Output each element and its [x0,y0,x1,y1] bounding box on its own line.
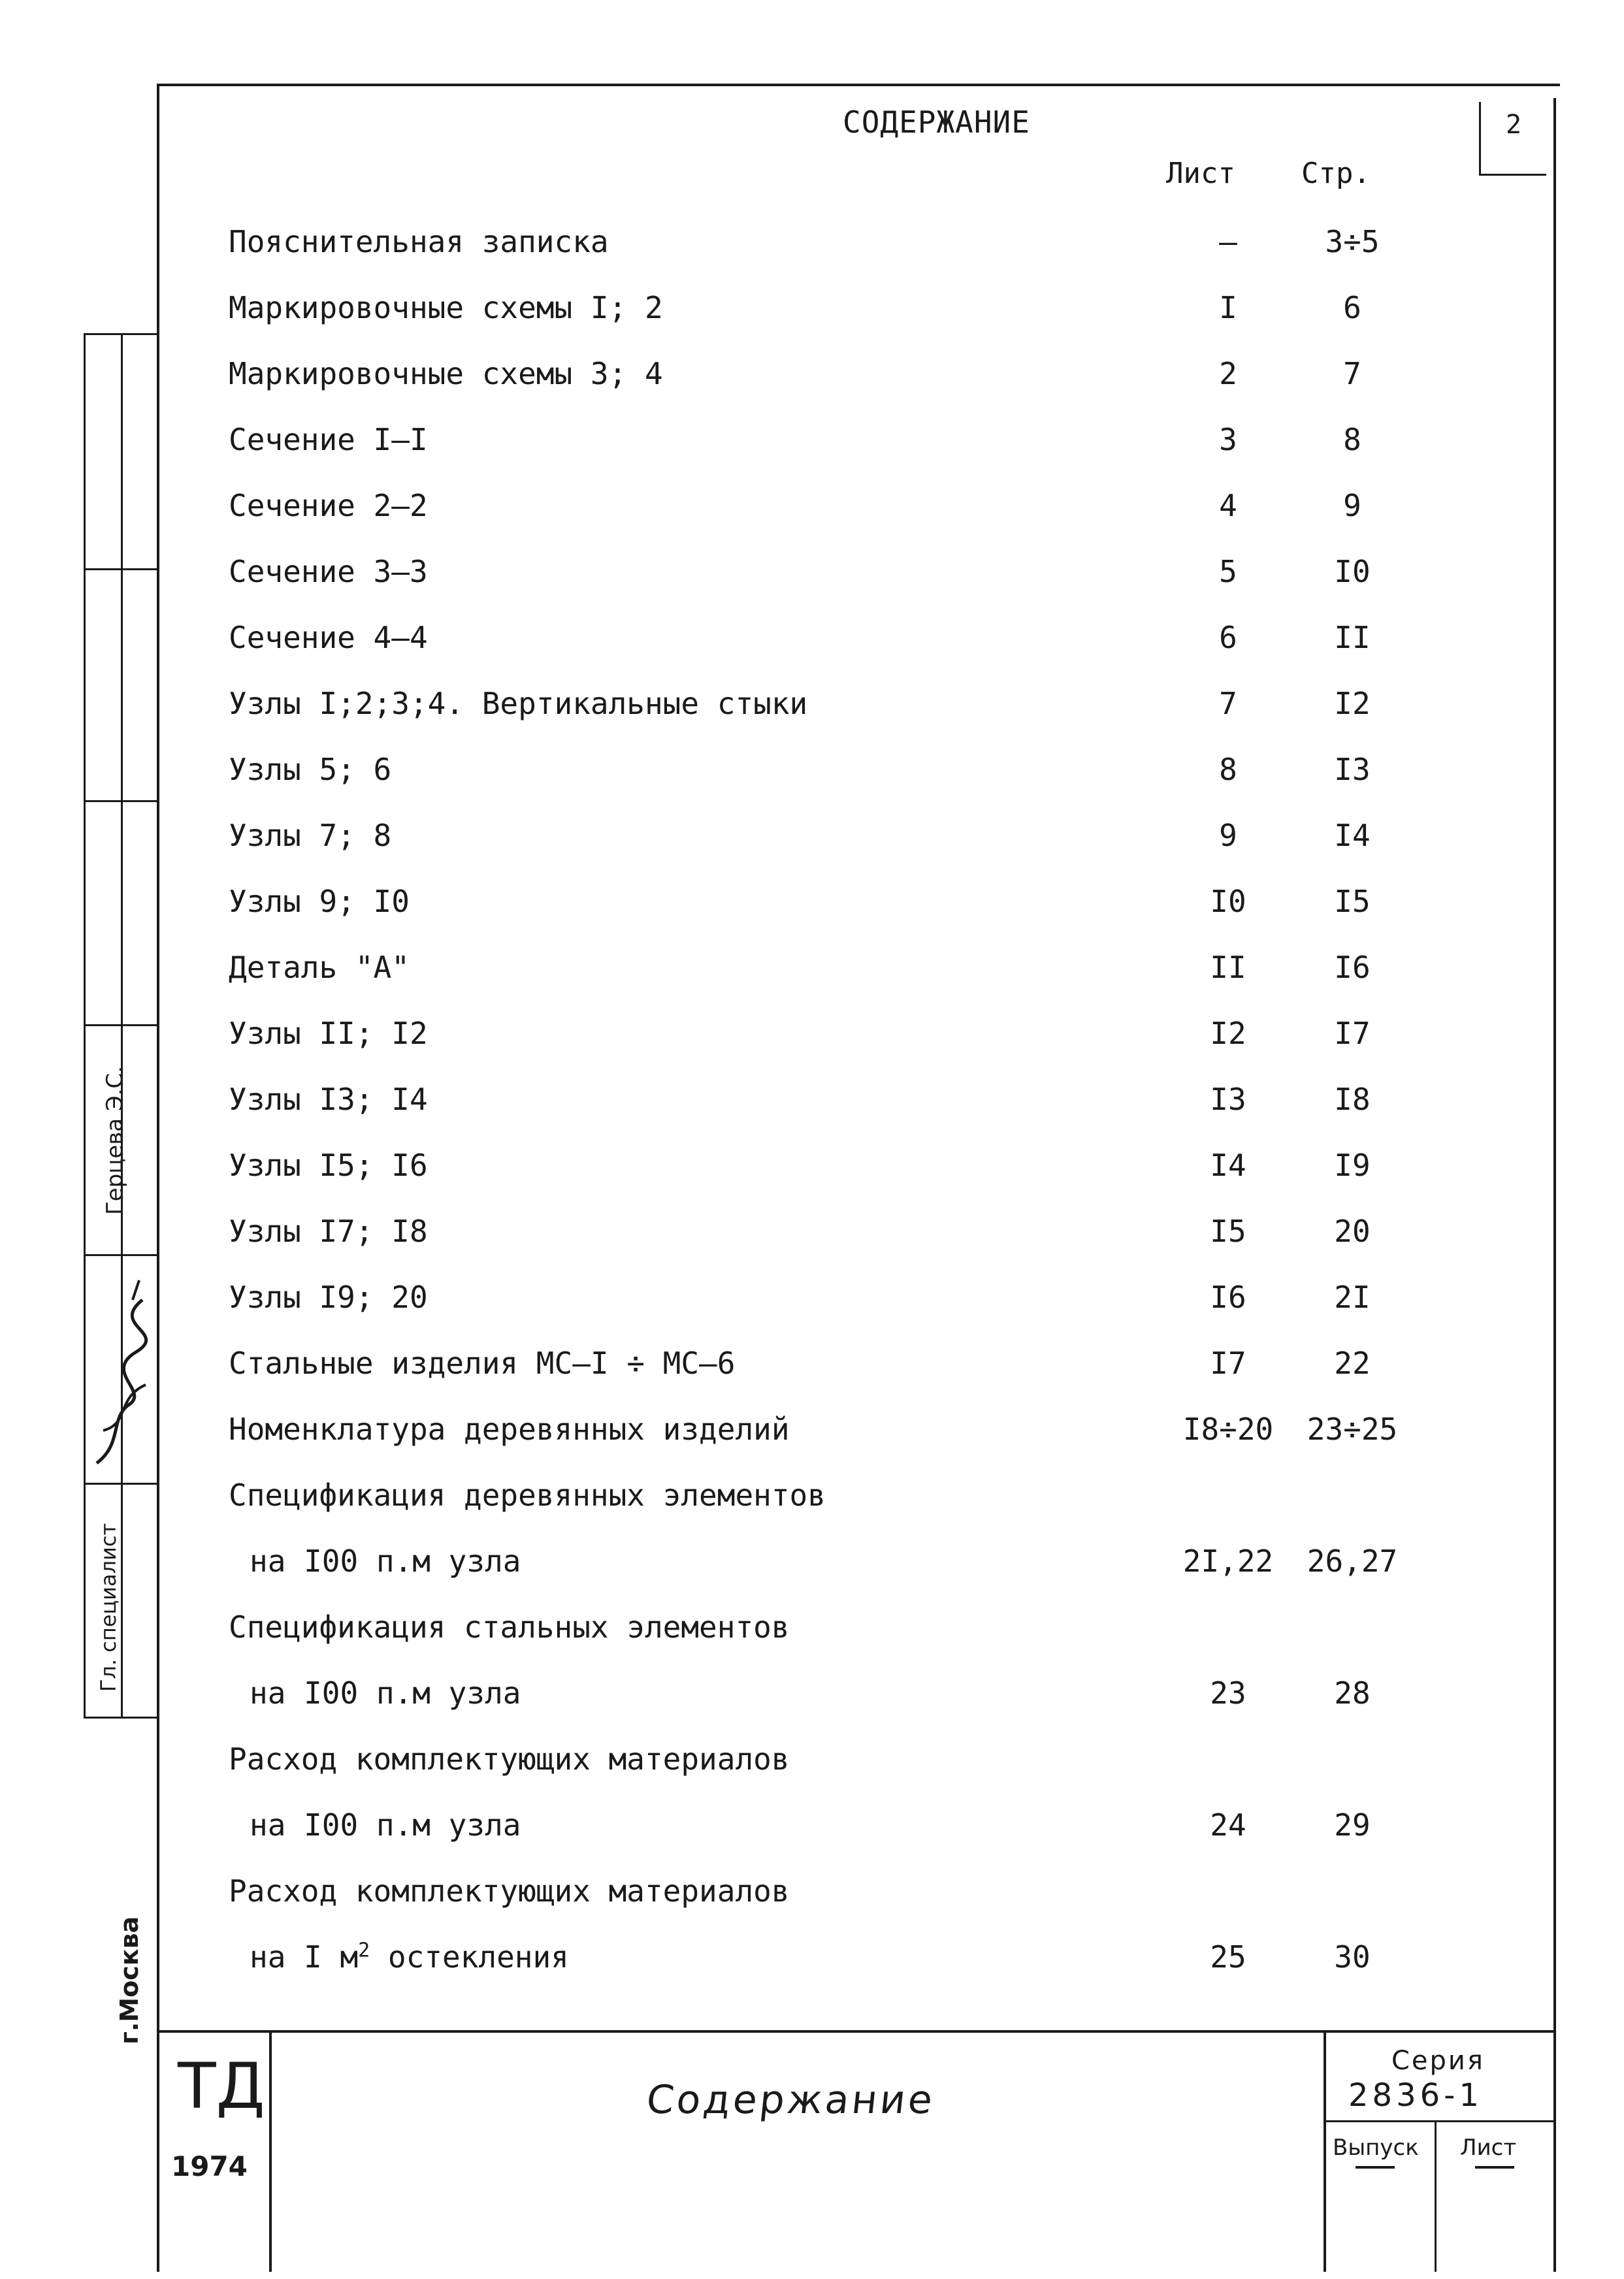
contents-row [229,1067,1437,1133]
contents-row [229,1001,1437,1067]
title-block-series-divider [1324,2030,1326,2272]
contents-row-title: Узлы 7; 8 [229,818,392,853]
contents-row-page: 3÷5 [1325,224,1380,259]
contents-row [229,1858,1437,1924]
contents-row-title: на I00 п.м узла [250,1675,521,1711]
contents-row-title: Маркировочные схемы I; 2 [229,290,663,325]
side-strip-hline-1 [84,333,158,335]
contents-row-page: I7 [1334,1016,1371,1051]
contents-row-sheet: I7 [1210,1346,1246,1381]
title-block-title: Содержание [644,2077,937,2123]
contents-row [229,1792,1437,1858]
contents-row [229,275,1437,341]
title-block-top-line [157,2030,1556,2033]
contents-row [229,209,1437,275]
contents-row-title: Узлы I9; 20 [229,1280,428,1315]
contents-row-sheet: I0 [1210,884,1246,919]
contents-row-page: 29 [1334,1807,1371,1843]
series-number: 2836-1 [1348,2077,1484,2114]
contents-row-title: Маркировочные схемы 3; 4 [229,356,663,391]
contents-row [229,473,1437,539]
title-block-series-hline [1324,2120,1556,2122]
contents-list [229,209,1437,1990]
series-label: Серия [1391,2046,1485,2076]
contents-row-title: Спецификация деревянных элементов [229,1478,826,1513]
contents-row [229,803,1437,869]
column-header-sheet: Лист [1166,157,1235,190]
contents-row [229,1726,1437,1792]
contents-row-sheet: 8 [1219,752,1237,787]
column-header-page: Стр. [1301,157,1371,190]
contents-row-page: 23÷25 [1307,1412,1398,1447]
contents-row-title: Сечение 2–2 [229,488,428,523]
contents-row [229,341,1437,407]
sheet-number: 2 [1479,102,1546,176]
side-strip-hline-2 [84,568,158,570]
contents-row-title: Пояснительная записка [229,224,609,259]
contents-row-title: Спецификация стальных элементов [229,1609,790,1645]
contents-row [229,935,1437,1001]
contents-row-sheet: I2 [1210,1016,1246,1051]
contents-row [229,671,1437,737]
contents-row-sheet: I [1219,290,1237,325]
page-heading: СОДЕРЖАНИЕ [843,105,1030,140]
contents-row-title: Номенклатура деревянных изделий [229,1412,790,1447]
contents-row-title: на I00 п.м узла [250,1807,521,1843]
contents-row-title: на I00 п.м узла [250,1544,521,1579]
contents-row-title: Сечение I–I [229,422,428,457]
contents-row-page: I5 [1334,884,1371,919]
contents-row [229,737,1437,803]
contents-row-sheet: 9 [1219,818,1237,853]
frame-right-line [1553,98,1556,2272]
contents-row-title: Расход комплектующих материалов [229,1741,790,1777]
contents-row-page: I8 [1334,1082,1371,1117]
contents-row-page: 28 [1334,1675,1371,1711]
contents-row-sheet: 25 [1210,1939,1246,1975]
title-block-year: 1974 [171,2150,248,2182]
contents-row-title: на I $м^2$ остекления [250,1939,569,1975]
frame-left-line [157,84,159,2272]
sheet-value-dash [1475,2166,1514,2169]
contents-row [229,1397,1437,1463]
contents-row-title: Стальные изделия МС–I ÷ МС–6 [229,1346,736,1381]
contents-row [229,1528,1437,1594]
contents-row-page: I3 [1334,752,1371,787]
contents-row [229,1463,1437,1528]
contents-row-title: Расход комплектующих материалов [229,1873,790,1909]
contents-row-page: 2I [1334,1280,1371,1315]
title-block-issue-divider [1435,2120,1437,2272]
contents-row-page: 22 [1334,1346,1371,1381]
sheet-label: Лист [1460,2135,1517,2161]
stamp-name-1: Герцева Э.С. [102,1065,128,1215]
side-strip-hline-4 [84,1024,158,1026]
contents-row-sheet: I3 [1210,1082,1246,1117]
contents-row-page: II [1334,620,1371,655]
contents-row-page: 30 [1334,1939,1371,1975]
stamp-role-1: Гл. специалист [96,1523,121,1692]
signature [84,1274,162,1470]
contents-row-page: 26,27 [1307,1544,1398,1579]
contents-row-title: Узлы I5; I6 [229,1148,428,1183]
contents-row-sheet: 6 [1219,620,1237,655]
issue-label: Выпуск [1333,2135,1419,2161]
contents-row-title: Узлы 5; 6 [229,752,392,787]
contents-row-sheet: 5 [1219,554,1237,589]
contents-row-sheet: 4 [1219,488,1237,523]
contents-row-page: I6 [1334,950,1371,985]
contents-row [229,407,1437,473]
contents-row-title: Сечение 3–3 [229,554,428,589]
contents-row-title: Сечение 4–4 [229,620,428,655]
contents-row [229,869,1437,935]
contents-row-title: Деталь "А" [229,950,410,985]
contents-row [229,1265,1437,1331]
side-strip-hline-5 [84,1254,158,1256]
contents-row-sheet: – [1219,224,1237,259]
contents-row [229,605,1437,671]
contents-row-page: I0 [1334,554,1371,589]
contents-row-title: Узлы II; I2 [229,1016,428,1051]
contents-row [229,1660,1437,1726]
contents-row-title: Узлы I;2;3;4. Вертикальные стыки [229,686,808,721]
contents-row-page: 20 [1334,1214,1371,1249]
frame-top-line [157,84,1560,86]
contents-row [229,539,1437,605]
stamp-org: г.Москва [115,1916,144,2045]
side-strip-hline-6 [84,1483,158,1485]
contents-row [229,1924,1437,1990]
contents-row-sheet: I4 [1210,1148,1246,1183]
contents-row [229,1331,1437,1397]
title-block-mark-divider [269,2030,272,2272]
contents-row-sheet: II [1210,950,1246,985]
title-block-mark: ТД [178,2050,265,2123]
contents-row [229,1594,1437,1660]
contents-row-title: Узлы I7; I8 [229,1214,428,1249]
contents-row-sheet: I6 [1210,1280,1246,1315]
contents-row-page: 8 [1343,422,1361,457]
contents-row-sheet: 2I,22 [1182,1544,1274,1579]
contents-row-page: I2 [1334,686,1371,721]
contents-row-sheet: I8÷20 [1182,1412,1274,1447]
issue-value-dash [1356,2166,1395,2169]
contents-row-page: 6 [1343,290,1361,325]
contents-row-sheet: 2 [1219,356,1237,391]
contents-row [229,1133,1437,1199]
contents-row-title: Узлы 9; I0 [229,884,410,919]
contents-row-page: I9 [1334,1148,1371,1183]
contents-row [229,1199,1437,1265]
contents-row-title: Узлы I3; I4 [229,1082,428,1117]
contents-row-page: 9 [1343,488,1361,523]
contents-row-sheet: 24 [1210,1807,1246,1843]
contents-row-page: I4 [1334,818,1371,853]
contents-row-page: 7 [1343,356,1361,391]
contents-row-sheet: 7 [1219,686,1237,721]
contents-row-sheet: 23 [1210,1675,1246,1711]
side-strip-hline-3 [84,800,158,802]
side-strip-hline-7 [84,1717,158,1719]
contents-row-sheet: I5 [1210,1214,1246,1249]
contents-row-sheet: 3 [1219,422,1237,457]
